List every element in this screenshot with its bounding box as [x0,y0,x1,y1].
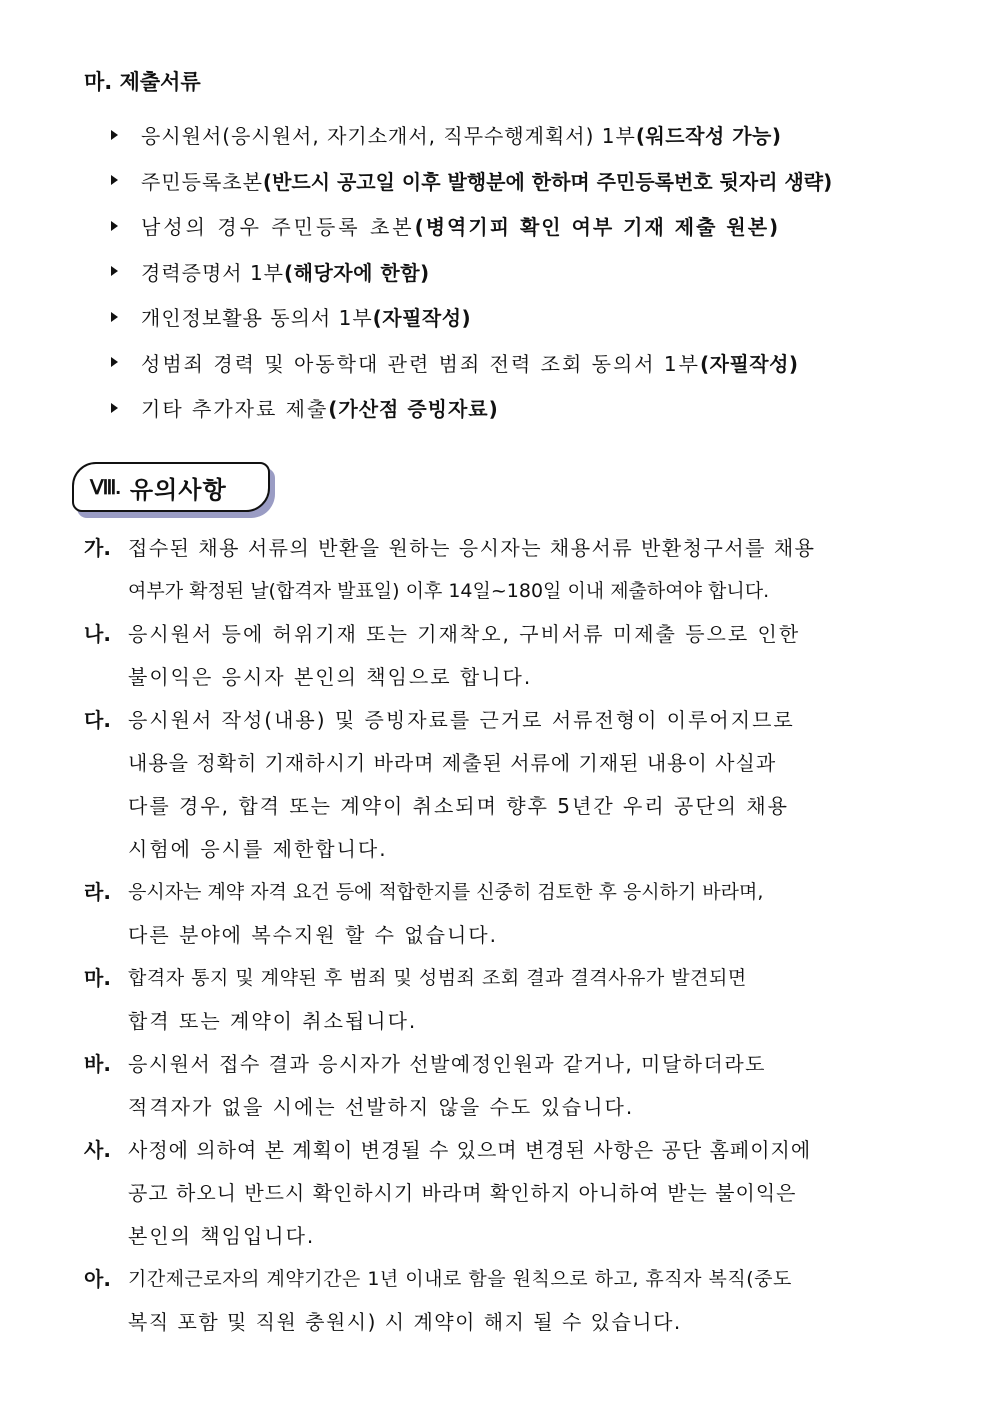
item-note: (자필작성) [699,351,799,376]
note-item [84,699,934,871]
submission-documents-list [108,112,948,431]
note-text [128,527,934,613]
item-text: 응시원서(응시원서, 자기소개서, 직무수행계획서) 1부 [141,124,636,149]
item-note: (반드시 공고일 이후 발행분에 한하며 주민등록번호 뒷자리 생략) [262,169,833,194]
note-label: 사. [84,1138,111,1162]
note-label: 아. [84,1267,111,1291]
item-note: (해당자에 한함) [284,260,430,285]
note-line: 응시원서 등에 허위기재 또는 기재착오, 구비서류 미제출 등으로 인한 [128,622,801,646]
note-item [84,527,934,613]
note-line: 본인의 책임입니다. [128,1224,316,1248]
note-line: 불이익은 응시자 본인의 책임으로 합니다. [128,665,533,689]
note-line: 복직 포함 및 직원 충원시) 시 계약이 해지 될 수 있습니다. [128,1310,682,1334]
item-text: 주민등록초본 [141,169,263,194]
note-line: 합격자 통지 및 계약된 후 범죄 및 성범죄 조회 결과 결격사유가 발견되면 [128,967,747,989]
item-text: 개인정보활용 동의서 1부 [141,306,373,331]
note-label: 나. [84,622,111,646]
item-note: (워드작성 가능) [635,124,782,149]
submission-documents-heading: 마. 제출서류 [84,70,201,94]
note-item [84,957,934,1043]
list-item [108,249,948,295]
section-number: Ⅷ. [90,476,120,499]
note-text [128,1129,934,1258]
note-label: 바. [84,1052,111,1076]
item-note: (병역기피 확인 여부 기재 제출 원본) [414,215,781,240]
item-text: 남성의 경우 주민등록 초본 [141,215,415,240]
note-label: 다. [84,708,111,732]
item-text: 기타 추가자료 제출 [141,397,329,422]
note-line: 여부가 확정된 날(합격자 발표일) 이후 14일~180일 이내 제출하여야 합니다. [128,580,770,602]
triangle-bullet-icon [111,130,118,140]
note-line: 사정에 의하여 본 계획이 변경될 수 있으며 변경된 사항은 공단 홈페이지에 [128,1138,812,1162]
notes-list [84,527,934,1344]
note-line: 응시원서 작성(내용) 및 증빙자료를 근거로 서류전형이 이루어지므로 [128,708,795,732]
triangle-bullet-icon [111,357,118,367]
note-text [128,1043,934,1129]
note-line: 합격 또는 계약이 취소됩니다. [128,1009,418,1033]
note-item [84,1043,934,1129]
note-line: 응시자는 계약 자격 요건 등에 적합한지를 신중히 검토한 후 응시하기 바라며, [128,881,764,903]
item-text: 성범죄 경력 및 아동학대 관련 범죄 전력 조회 동의서 1부 [141,351,700,376]
item-text: 경력증명서 1부 [141,260,285,285]
note-line: 시험에 응시를 제한합니다. [128,837,388,861]
note-line: 공고 하오니 반드시 확인하시기 바라며 확인하지 아니하여 받는 불이익은 [128,1181,797,1205]
note-line: 다른 분야에 복수지원 할 수 없습니다. [128,923,498,947]
note-label: 마. [84,966,111,990]
note-item [84,871,934,957]
list-item [108,158,948,204]
note-line: 적격자가 없을 시에는 선발하지 않을 수도 있습니다. [128,1095,635,1119]
note-item [84,1258,934,1344]
note-line: 기간제근로자의 계약기간은 1년 이내로 함을 원칙으로 하고, 휴직자 복직(중도 [128,1268,792,1290]
triangle-bullet-icon [111,221,118,231]
note-line: 내용을 정확히 기재하시기 바라며 제출된 서류에 기재된 내용이 사실과 [128,751,777,775]
section-heading-box [72,462,270,512]
list-item [108,203,948,249]
note-text [128,613,934,699]
note-text [128,699,934,871]
triangle-bullet-icon [111,403,118,413]
note-line: 접수된 채용 서류의 반환을 원하는 응시자는 채용서류 반환청구서를 채용 [128,536,816,560]
item-note: (가산점 증빙자료) [328,397,499,422]
triangle-bullet-icon [111,266,118,276]
list-item [108,385,948,431]
note-label: 가. [84,536,111,560]
note-item [84,1129,934,1258]
note-item [84,613,934,699]
item-note: (자필작성) [372,306,472,331]
note-label: 라. [84,880,111,904]
list-item [108,294,948,340]
list-item [108,340,948,386]
note-text [128,871,934,957]
triangle-bullet-icon [111,312,118,322]
note-text [128,1258,934,1344]
note-line: 다를 경우, 합격 또는 계약이 취소되며 향후 5년간 우리 공단의 채용 [128,794,789,818]
section-title: 유의사항 [129,475,227,504]
triangle-bullet-icon [111,175,118,185]
note-line: 응시원서 접수 결과 응시자가 선발예정인원과 같거나, 미달하더라도 [128,1052,766,1076]
note-text [128,957,934,1043]
list-item [108,112,948,158]
